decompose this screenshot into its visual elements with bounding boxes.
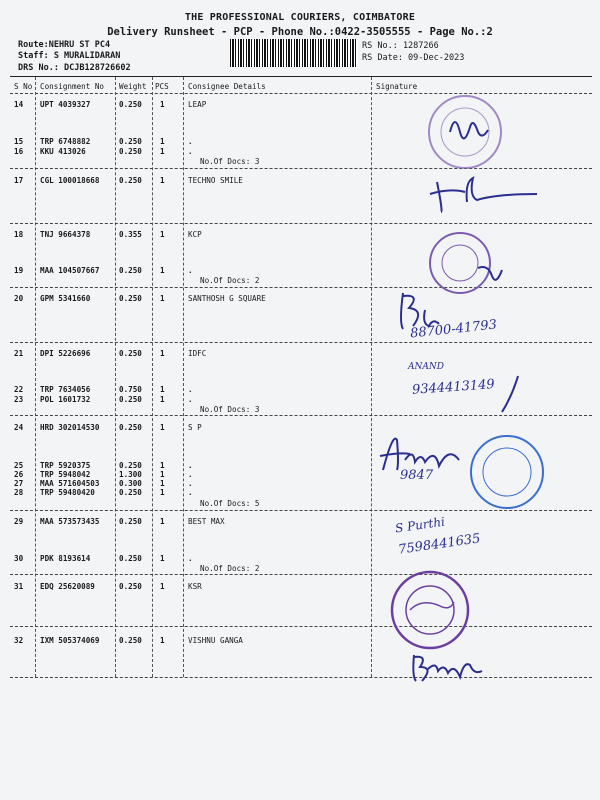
row-weight: 0.250 — [119, 488, 142, 497]
row-weight: 0.250 — [119, 395, 142, 404]
row-sno: 26 — [14, 470, 24, 479]
row-pcs: 1 — [160, 147, 165, 156]
row-weight: 0.250 — [119, 461, 142, 470]
row-consignment: GPM 5341660 — [40, 294, 91, 303]
group-sep — [10, 342, 592, 343]
row-pcs: 1 — [160, 100, 165, 109]
col-sno: S No — [14, 82, 33, 91]
row-consignment: KKU 413026 — [40, 147, 86, 156]
row-sno: 19 — [14, 266, 24, 275]
row-sno: 30 — [14, 554, 24, 563]
row-consignee: IDFC — [188, 349, 207, 358]
runsheet-subtitle: Delivery Runsheet - PCP - Phone No.:0422-3505555 - Page No.:2 — [107, 26, 493, 38]
row-sno: 16 — [14, 147, 24, 156]
col-pcs: PCS — [155, 82, 169, 91]
row-pcs: 1 — [160, 636, 165, 645]
row-sno: 32 — [14, 636, 24, 645]
row-weight: 1.300 — [119, 470, 142, 479]
row-consignee: . — [188, 137, 193, 146]
row-consignee: . — [188, 266, 193, 275]
row-weight: 0.250 — [119, 349, 142, 358]
row-weight: 0.250 — [119, 294, 142, 303]
row-consignee: . — [188, 461, 193, 470]
row-consignee: . — [188, 147, 193, 156]
stamp-roy-private-limited — [420, 92, 510, 172]
row-consignment: TRP 7634056 — [40, 385, 91, 394]
row-consignment: UPT 4039327 — [40, 100, 91, 109]
signature-17 — [425, 172, 545, 217]
handwritten-name-21: ANAND — [408, 362, 444, 372]
row-consignment: MAA 573573435 — [40, 517, 100, 526]
row-weight: 0.750 — [119, 385, 142, 394]
row-weight: 0.250 — [119, 423, 142, 432]
vline-3 — [152, 77, 153, 677]
row-pcs: 1 — [160, 470, 165, 479]
row-weight: 0.250 — [119, 517, 142, 526]
row-sno: 31 — [14, 582, 24, 591]
row-sno: 29 — [14, 517, 24, 526]
stamp-ksr-co-llp — [385, 570, 475, 650]
row-consignment: TNJ 9664378 — [40, 230, 91, 239]
row-consignee: . — [188, 554, 193, 563]
row-sno: 17 — [14, 176, 24, 185]
row-consignment: POL 1601732 — [40, 395, 91, 404]
row-sno: 22 — [14, 385, 24, 394]
row-weight: 0.300 — [119, 479, 142, 488]
row-weight: 0.250 — [119, 636, 142, 645]
group-sep — [10, 223, 592, 224]
company-title: THE PROFESSIONAL COURIERS, COIMBATORE — [184, 12, 416, 23]
row-pcs: 1 — [160, 461, 165, 470]
handwritten-phone-21: 9344413149 — [411, 377, 496, 398]
row-consignee: . — [188, 395, 193, 404]
row-weight: 0.250 — [119, 176, 142, 185]
handwritten-name-29: S Purthi — [394, 514, 446, 536]
row-consignment: IXM 505374069 — [40, 636, 100, 645]
row-pcs: 1 — [160, 266, 165, 275]
vline-5 — [371, 77, 372, 677]
row-weight: 0.250 — [119, 137, 142, 146]
signature-21 — [496, 372, 526, 417]
header-top-rule — [10, 76, 592, 77]
row-sno: 27 — [14, 479, 24, 488]
vline-2 — [115, 77, 116, 677]
row-pcs: 1 — [160, 517, 165, 526]
route-label: Route:NEHRU ST PC4 — [18, 40, 111, 50]
row-consignee: . — [188, 488, 193, 497]
row-consignee: S P — [188, 423, 202, 432]
row-pcs: 1 — [160, 137, 165, 146]
row-consignee: BEST MAX — [188, 517, 225, 526]
row-pcs: 1 — [160, 554, 165, 563]
row-sno: 21 — [14, 349, 24, 358]
row-sno: 28 — [14, 488, 24, 497]
row-consignment: PDK 8193614 — [40, 554, 91, 563]
stamp-sp-retail-ventures — [462, 432, 552, 512]
col-consignment: Consignment No — [40, 82, 105, 91]
vline-4 — [183, 77, 184, 677]
handwritten-phone-24: 9847 — [400, 468, 434, 483]
docs-note: No.Of Docs: 2 — [200, 276, 260, 285]
row-sno: 14 — [14, 100, 24, 109]
col-weight: Weight — [119, 82, 147, 91]
group-sep — [10, 626, 592, 627]
row-consignment: EDQ 25620089 — [40, 582, 95, 591]
row-consignment: HRD 302014530 — [40, 423, 100, 432]
docs-note: No.Of Docs: 2 — [200, 564, 260, 573]
row-sno: 23 — [14, 395, 24, 404]
row-pcs: 1 — [160, 582, 165, 591]
row-pcs: 1 — [160, 395, 165, 404]
row-weight: 0.250 — [119, 266, 142, 275]
col-signature: Signature — [376, 82, 418, 91]
row-sno: 24 — [14, 423, 24, 432]
row-consignment: DPI 5226696 — [40, 349, 91, 358]
group-sep — [10, 574, 592, 575]
row-consignment: CGL 100018668 — [40, 176, 100, 185]
row-weight: 0.250 — [119, 100, 142, 109]
row-consignee: KCP — [188, 230, 202, 239]
row-pcs: 1 — [160, 349, 165, 358]
vline-1 — [35, 77, 36, 677]
rs-date: RS Date: 09-Dec-2023 — [362, 53, 465, 63]
row-consignee: LEAP — [188, 100, 207, 109]
row-pcs: 1 — [160, 294, 165, 303]
row-weight: 0.355 — [119, 230, 142, 239]
staff-label: Staff: S MURALIDARAN — [18, 51, 121, 61]
signature-32 — [408, 645, 508, 685]
handwritten-phone-29: 7598441635 — [397, 531, 482, 558]
row-sno: 18 — [14, 230, 24, 239]
row-sno: 20 — [14, 294, 24, 303]
row-weight: 0.250 — [119, 147, 142, 156]
row-consignment: MAA 104507667 — [40, 266, 100, 275]
row-pcs: 1 — [160, 488, 165, 497]
row-consignment: TRP 6748882 — [40, 137, 91, 146]
rs-number: RS No.: 1287266 — [362, 41, 439, 51]
docs-note: No.Of Docs: 3 — [200, 157, 260, 166]
barcode-image — [230, 39, 358, 67]
row-consignee: KSR — [188, 582, 202, 591]
docs-note: No.Of Docs: 5 — [200, 499, 260, 508]
docs-note: No.Of Docs: 3 — [200, 405, 260, 414]
row-sno: 15 — [14, 137, 24, 146]
row-pcs: 1 — [160, 385, 165, 394]
row-pcs: 1 — [160, 479, 165, 488]
handwritten-phone-20: 88700-41793 — [409, 317, 498, 342]
row-consignment: TRP 5948042 — [40, 470, 91, 479]
row-consignment: TRP 59480420 — [40, 488, 95, 497]
row-consignee: VISHNU GANGA — [188, 636, 243, 645]
row-consignee: TECHNO SMILE — [188, 176, 243, 185]
row-consignment: TRP 5920375 — [40, 461, 91, 470]
row-pcs: 1 — [160, 176, 165, 185]
row-consignment: MAA 571604503 — [40, 479, 100, 488]
drs-number: DRS No.: DCJB128726602 — [18, 63, 131, 73]
row-consignee: . — [188, 385, 193, 394]
row-consignee: SANTHOSH G SQUARE — [188, 294, 266, 303]
row-consignee: . — [188, 470, 193, 479]
col-consignee: Consignee Details — [188, 82, 266, 91]
row-weight: 0.250 — [119, 582, 142, 591]
row-pcs: 1 — [160, 230, 165, 239]
row-sno: 25 — [14, 461, 24, 470]
row-weight: 0.250 — [119, 554, 142, 563]
row-consignee: . — [188, 479, 193, 488]
row-pcs: 1 — [160, 423, 165, 432]
